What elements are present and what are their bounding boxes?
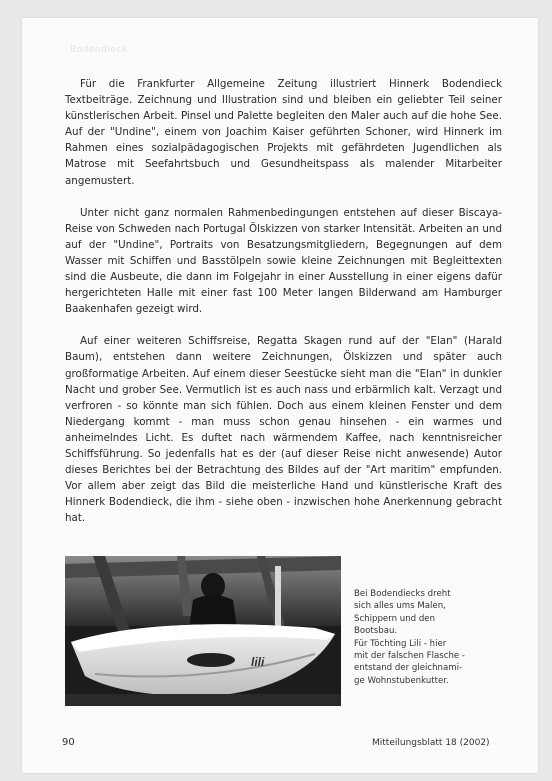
footer-publication: Mitteilungsblatt 18 (2002)	[372, 738, 490, 748]
ghost-header: Bodendieck	[70, 45, 128, 55]
paragraph-3: Auf einer weiteren Schiffsreise, Regatta Skagen rund auf der "Elan" (Harald Baum), entstehen dann weitere Zeichnungen, Ölskizzen und später auch großformatige Arbeiten. Auf einem dieser Seestücke sieht man die "Elan" in dunkler Nacht und grober See. Vermutlich ist es auch nass und erbärmlich kalt. Verzagt und verfroren - so könnte man sich fühlen. Doch aus einem kleinen Fenster und dem Niedergang kommt - man muss schon genau hinsehen - ein warmes und anheimelndes Licht. Es duftet nach wärmendem Kaffee, nach kenntnisreicher Schiffsführung. So jedenfalls hat es der (auf dieser Reise nicht anwesende) Autor dieses Berichtes bei der Betrachtung des Bildes auf der "Art maritim" empfunden. Vor allem aber zeigt das Bild die meisterliche Hand und künstlerische Kraft des Hinnerk Bodendieck, die ihm - siehe oben - inzwischen hohe Anerkennung gebracht hat.	[65, 335, 502, 525]
caption-line: Schippern und den	[354, 613, 436, 624]
caption-line: sich alles ums Malen,	[354, 601, 446, 612]
page-number: 90	[62, 737, 75, 748]
caption-line: ge Wohnstubenkutter.	[354, 675, 449, 686]
caption-line: Bei Bodendiecks dreht	[354, 589, 451, 599]
article-body	[65, 76, 502, 542]
caption-line: entstand der gleichnami-	[354, 663, 463, 674]
boat-photo-image	[65, 556, 341, 706]
boat-photo	[65, 556, 341, 706]
page	[22, 18, 538, 773]
paragraph-1: Für die Frankfurter Allgemeine Zeitung illustriert Hinnerk Bodendieck Textbeiträge. Zeichnung und Illustration sind und bleiben ein geliebter Teil seiner künstlerischen Arbeit. Pinsel und Palette begleiten den Maler auch auf die hohe See. Auf der "Undine", einem von Joachim Kaiser geführten Schoner, wird Hinnerk im Rahmen eines sozialpädagogischen Projekts mit gefährdeten Jugendlichen als Matrose mit Seefahrtsbuch und Gesundheitspass als malender Mitarbeiter angemustert.	[65, 78, 502, 187]
photo-caption	[354, 588, 504, 687]
caption-line: Für Töchting Lili - hier	[354, 638, 447, 649]
caption-line: mit der falschen Flasche -	[354, 651, 466, 662]
boat-name-text: lili	[251, 655, 265, 669]
caption-line: Bootsbau.	[354, 626, 398, 637]
paragraph-2: Unter nicht ganz normalen Rahmenbedingungen entstehen auf dieser Biscaya-Reise von Schweden nach Portugal Ölskizzen von starker Intensität. Arbeiten an und auf der "Undine", Portraits von Besatzungsmitgliedern, Begegnungen auf dem Wasser mit Schiffen und Basstölpeln sowie kleine Zeichnungen mit Begleittexten sind die Ausbeute, die dann im Folgejahr in einer Ausstellung in einer eigens dafür hergerichteten Halle mit einer fast 100 Meter langen Bilderwand am Hamburger Baakenhafen gezeigt wird.	[65, 206, 502, 316]
